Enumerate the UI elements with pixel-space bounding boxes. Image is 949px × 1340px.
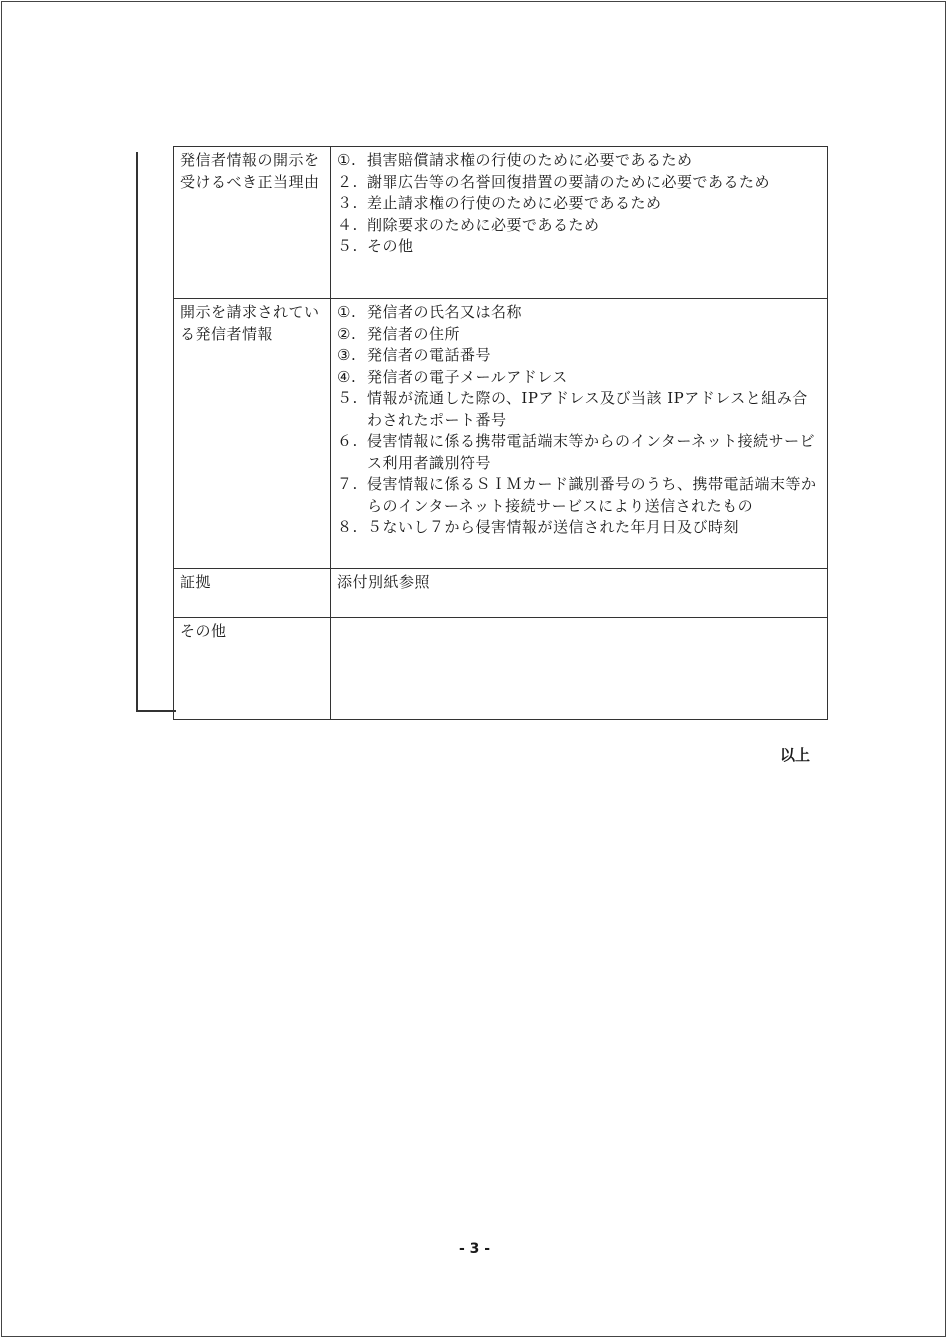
reason-list xyxy=(337,150,821,258)
other-label: その他 xyxy=(174,618,331,720)
table-row-requested-info xyxy=(174,299,828,569)
list-item-marker: ４. xyxy=(337,215,358,234)
list-item-text: 侵害情報に係るＳＩＭカード識別番号のうち、携帯電話端末等からのインターネット接続サービスにより送信されたもの xyxy=(367,475,817,515)
requested-info-label: 開示を請求されている発信者情報 xyxy=(174,299,331,569)
list-item-marker: ５. xyxy=(337,389,358,407)
list-item xyxy=(337,193,821,215)
list-item xyxy=(337,150,821,172)
table-bottom-extension xyxy=(136,710,176,712)
list-item-marker: ２. xyxy=(337,172,358,191)
list-item-text: 発信者の氏名又は名称 xyxy=(367,303,523,321)
list-item xyxy=(337,474,821,517)
table-row-reason xyxy=(174,147,828,299)
list-item-marker: ①. xyxy=(337,151,357,169)
reason-content xyxy=(331,147,828,299)
left-margin-rule xyxy=(136,152,138,712)
list-item xyxy=(337,215,821,237)
table-row-evidence xyxy=(174,569,828,618)
list-item-text: 発信者の住所 xyxy=(367,324,461,343)
disclosure-request-table xyxy=(173,146,828,720)
list-item-marker: ①. xyxy=(337,303,357,321)
list-item-marker: ７. xyxy=(337,475,358,493)
list-item-text: 謝罪広告等の名誉回復措置の要請のために必要であるため xyxy=(367,172,771,191)
list-item-marker: ８. xyxy=(337,518,358,536)
list-item-text: 損害賠償請求権の行使のために必要であるため xyxy=(367,151,693,169)
evidence-label: 証拠 xyxy=(174,569,331,618)
list-item-text: 発信者の電話番号 xyxy=(367,346,492,364)
list-item-marker: ②. xyxy=(337,324,357,343)
list-item xyxy=(337,345,821,367)
list-item-text: 発信者の電子メールアドレス xyxy=(367,367,568,386)
list-item-marker: ６. xyxy=(337,432,358,450)
list-item-text: ５ないし７から侵害情報が送信された年月日及び時刻 xyxy=(367,518,740,536)
evidence-value: 添付別紙参照 xyxy=(331,569,828,618)
list-item xyxy=(337,388,821,431)
page-number: - 3 - xyxy=(458,1241,491,1257)
list-item xyxy=(337,431,821,474)
list-item-marker: ④. xyxy=(337,367,357,386)
list-item-marker: ５. xyxy=(337,237,358,255)
other-value xyxy=(331,618,828,720)
reason-label: 発信者情報の開示を受けるべき正当理由 xyxy=(174,147,331,299)
list-item xyxy=(337,324,821,346)
list-item-marker: ３. xyxy=(337,194,358,212)
list-item-text: 削除要求のために必要であるため xyxy=(367,215,600,234)
list-item-text: その他 xyxy=(367,237,414,255)
requested-info-list xyxy=(337,302,821,539)
table-row-other xyxy=(174,618,828,720)
list-item xyxy=(337,172,821,194)
list-item-text: 情報が流通した際の、IPアドレス及び当該 IPアドレスと組み合わされたポート番号 xyxy=(367,389,808,429)
list-item-text: 差止請求権の行使のために必要であるため xyxy=(367,194,662,212)
requested-info-content xyxy=(331,299,828,569)
list-item xyxy=(337,236,821,258)
list-item-text: 侵害情報に係る携帯電話端末等からのインターネット接続サービス利用者識別符号 xyxy=(367,432,816,472)
closing-text: 以上 xyxy=(780,746,811,764)
list-item xyxy=(337,367,821,389)
list-item xyxy=(337,517,821,539)
list-item xyxy=(337,302,821,324)
list-item-marker: ③. xyxy=(337,346,357,364)
